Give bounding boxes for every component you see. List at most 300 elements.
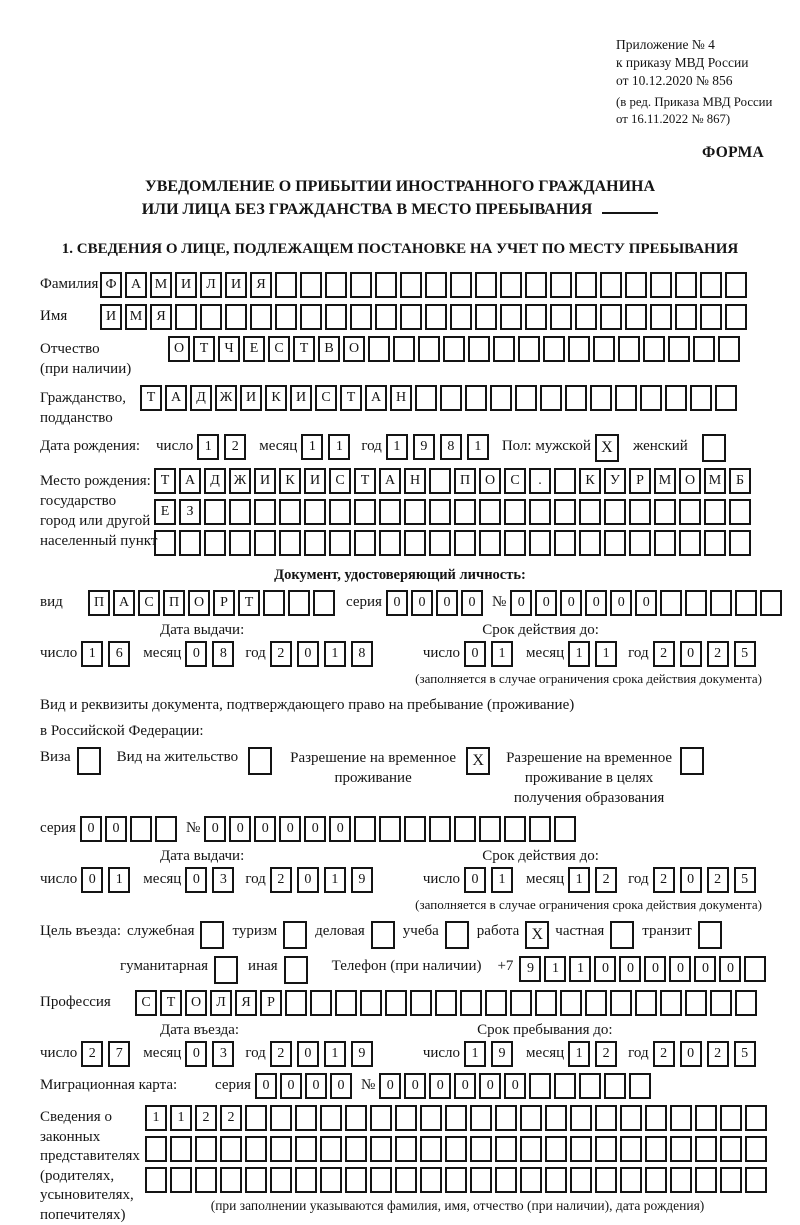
char-cell[interactable]: А [379,468,401,494]
char-cell[interactable] [545,1167,567,1193]
char-cell[interactable]: 0 [560,590,582,616]
char-cell[interactable]: 1 [467,434,489,460]
char-cell[interactable] [479,530,501,556]
char-cell[interactable] [475,304,497,330]
char-cell[interactable]: П [163,590,185,616]
char-cell[interactable] [279,499,301,525]
sex-female-checkbox[interactable] [702,434,726,462]
char-cell[interactable] [654,499,676,525]
char-cell[interactable]: 1 [464,1041,486,1067]
char-cell[interactable] [420,1167,442,1193]
char-cell[interactable]: 0 [185,641,207,667]
char-cell[interactable] [604,499,626,525]
char-cell[interactable] [450,304,472,330]
char-cell[interactable] [313,590,335,616]
char-cell[interactable] [550,304,572,330]
char-cell[interactable] [590,385,612,411]
char-cell[interactable]: И [100,304,122,330]
char-cell[interactable] [270,1105,292,1131]
char-cell[interactable]: 0 [254,816,276,842]
char-cell[interactable]: 1 [568,641,590,667]
char-cell[interactable] [468,336,490,362]
char-cell[interactable]: Д [190,385,212,411]
char-cell[interactable] [693,336,715,362]
char-cell[interactable] [679,530,701,556]
char-cell[interactable]: 0 [386,590,408,616]
char-cell[interactable] [529,816,551,842]
char-cell[interactable] [660,990,682,1016]
char-cell[interactable] [395,1105,417,1131]
char-cell[interactable] [575,272,597,298]
char-cell[interactable]: Н [390,385,412,411]
char-cell[interactable] [435,990,457,1016]
char-cell[interactable] [395,1136,417,1162]
char-cell[interactable] [445,1136,467,1162]
char-cell[interactable] [654,530,676,556]
char-cell[interactable] [470,1105,492,1131]
char-cell[interactable] [643,336,665,362]
char-cell[interactable]: Я [150,304,172,330]
temp-residence-checkbox[interactable]: X [466,747,490,775]
char-cell[interactable] [329,530,351,556]
char-cell[interactable] [718,336,740,362]
char-cell[interactable]: П [88,590,110,616]
char-cell[interactable]: 5 [734,641,756,667]
purpose-official-checkbox[interactable] [200,921,224,949]
char-cell[interactable] [620,1105,642,1131]
char-cell[interactable]: 0 [185,867,207,893]
char-cell[interactable] [529,530,551,556]
char-cell[interactable]: 0 [80,816,102,842]
char-cell[interactable]: Я [235,990,257,1016]
char-cell[interactable] [470,1136,492,1162]
purpose-private-checkbox[interactable] [610,921,634,949]
char-cell[interactable] [285,990,307,1016]
purpose-work-checkbox[interactable]: X [525,921,549,949]
char-cell[interactable]: 9 [491,1041,513,1067]
char-cell[interactable] [695,1105,717,1131]
char-cell[interactable]: 2 [595,867,617,893]
char-cell[interactable]: Т [140,385,162,411]
char-cell[interactable]: 2 [653,641,675,667]
char-cell[interactable]: Ч [218,336,240,362]
char-cell[interactable] [745,1105,767,1131]
char-cell[interactable] [610,990,632,1016]
char-cell[interactable]: 8 [440,434,462,460]
char-cell[interactable] [504,499,526,525]
char-cell[interactable]: У [604,468,626,494]
char-cell[interactable] [570,1105,592,1131]
char-cell[interactable]: 0 [105,816,127,842]
char-cell[interactable] [629,530,651,556]
char-cell[interactable]: 2 [595,1041,617,1067]
char-cell[interactable] [604,1073,626,1099]
char-cell[interactable] [670,1167,692,1193]
char-cell[interactable] [570,1136,592,1162]
char-cell[interactable]: Ж [215,385,237,411]
char-cell[interactable] [625,304,647,330]
char-cell[interactable] [454,530,476,556]
char-cell[interactable]: 0 [585,590,607,616]
char-cell[interactable] [350,272,372,298]
char-cell[interactable] [710,990,732,1016]
char-cell[interactable]: 2 [653,1041,675,1067]
char-cell[interactable]: 0 [635,590,657,616]
char-cell[interactable] [415,385,437,411]
char-cell[interactable] [350,304,372,330]
char-cell[interactable]: О [479,468,501,494]
char-cell[interactable] [604,530,626,556]
char-cell[interactable]: 9 [519,956,541,982]
char-cell[interactable]: 8 [351,641,373,667]
char-cell[interactable] [254,530,276,556]
char-cell[interactable]: 0 [255,1073,277,1099]
char-cell[interactable]: 0 [535,590,557,616]
char-cell[interactable] [668,336,690,362]
residence-permit-checkbox[interactable] [248,747,272,775]
char-cell[interactable] [585,990,607,1016]
char-cell[interactable] [155,816,177,842]
char-cell[interactable]: Я [250,272,272,298]
char-cell[interactable]: 0 [619,956,641,982]
char-cell[interactable] [354,530,376,556]
char-cell[interactable]: Т [354,468,376,494]
char-cell[interactable] [295,1167,317,1193]
char-cell[interactable]: 2 [81,1041,103,1067]
char-cell[interactable] [175,304,197,330]
purpose-transit-checkbox[interactable] [698,921,722,949]
char-cell[interactable] [679,499,701,525]
char-cell[interactable] [745,1167,767,1193]
char-cell[interactable]: Ф [100,272,122,298]
char-cell[interactable] [179,530,201,556]
char-cell[interactable] [535,990,557,1016]
char-cell[interactable] [579,530,601,556]
char-cell[interactable]: 0 [330,1073,352,1099]
char-cell[interactable]: 0 [454,1073,476,1099]
char-cell[interactable]: 0 [464,641,486,667]
char-cell[interactable] [695,1136,717,1162]
char-cell[interactable]: Т [154,468,176,494]
char-cell[interactable] [368,336,390,362]
char-cell[interactable] [429,499,451,525]
char-cell[interactable] [195,1136,217,1162]
char-cell[interactable]: 0 [669,956,691,982]
char-cell[interactable]: 1 [170,1105,192,1131]
char-cell[interactable]: 0 [379,1073,401,1099]
char-cell[interactable] [304,530,326,556]
char-cell[interactable] [440,385,462,411]
char-cell[interactable] [354,499,376,525]
char-cell[interactable] [675,304,697,330]
char-cell[interactable]: О [679,468,701,494]
char-cell[interactable] [245,1167,267,1193]
char-cell[interactable]: И [175,272,197,298]
char-cell[interactable] [720,1105,742,1131]
char-cell[interactable]: О [188,590,210,616]
char-cell[interactable]: 1 [544,956,566,982]
char-cell[interactable] [520,1136,542,1162]
char-cell[interactable]: 0 [719,956,741,982]
char-cell[interactable] [325,304,347,330]
char-cell[interactable] [245,1136,267,1162]
char-cell[interactable]: А [179,468,201,494]
char-cell[interactable] [518,336,540,362]
char-cell[interactable] [729,499,751,525]
char-cell[interactable]: 0 [185,1041,207,1067]
char-cell[interactable]: М [654,468,676,494]
char-cell[interactable]: 0 [204,816,226,842]
char-cell[interactable] [304,499,326,525]
char-cell[interactable]: 1 [491,641,513,667]
char-cell[interactable] [615,385,637,411]
char-cell[interactable]: 0 [297,1041,319,1067]
char-cell[interactable] [645,1136,667,1162]
char-cell[interactable] [220,1167,242,1193]
char-cell[interactable]: Т [293,336,315,362]
char-cell[interactable]: 0 [429,1073,451,1099]
char-cell[interactable] [640,385,662,411]
char-cell[interactable] [465,385,487,411]
char-cell[interactable]: А [113,590,135,616]
char-cell[interactable] [543,336,565,362]
purpose-humanitarian-checkbox[interactable] [214,956,238,984]
char-cell[interactable] [675,272,697,298]
char-cell[interactable]: 0 [680,1041,702,1067]
char-cell[interactable] [560,990,582,1016]
char-cell[interactable]: 0 [279,816,301,842]
char-cell[interactable] [254,499,276,525]
char-cell[interactable] [520,1167,542,1193]
char-cell[interactable] [375,272,397,298]
char-cell[interactable] [370,1105,392,1131]
char-cell[interactable] [204,499,226,525]
char-cell[interactable] [460,990,482,1016]
char-cell[interactable]: Ж [229,468,251,494]
char-cell[interactable] [229,499,251,525]
char-cell[interactable] [490,385,512,411]
char-cell[interactable]: И [225,272,247,298]
char-cell[interactable] [485,990,507,1016]
char-cell[interactable]: С [268,336,290,362]
char-cell[interactable]: 2 [270,867,292,893]
char-cell[interactable] [170,1136,192,1162]
char-cell[interactable] [554,499,576,525]
char-cell[interactable]: Т [340,385,362,411]
char-cell[interactable] [620,1167,642,1193]
char-cell[interactable]: 0 [81,867,103,893]
char-cell[interactable] [295,1136,317,1162]
char-cell[interactable] [554,468,576,494]
char-cell[interactable]: Д [204,468,226,494]
char-cell[interactable] [735,990,757,1016]
char-cell[interactable] [429,816,451,842]
char-cell[interactable] [288,590,310,616]
char-cell[interactable]: Т [160,990,182,1016]
char-cell[interactable]: 1 [324,1041,346,1067]
char-cell[interactable]: С [135,990,157,1016]
char-cell[interactable] [370,1136,392,1162]
char-cell[interactable] [529,1073,551,1099]
char-cell[interactable]: 2 [220,1105,242,1131]
char-cell[interactable]: 6 [108,641,130,667]
char-cell[interactable] [200,304,222,330]
char-cell[interactable] [404,499,426,525]
char-cell[interactable] [725,304,747,330]
purpose-tourism-checkbox[interactable] [283,921,307,949]
char-cell[interactable] [145,1167,167,1193]
char-cell[interactable] [445,1105,467,1131]
char-cell[interactable]: М [704,468,726,494]
char-cell[interactable] [550,272,572,298]
char-cell[interactable]: Р [629,468,651,494]
char-cell[interactable] [370,1167,392,1193]
char-cell[interactable]: 9 [351,867,373,893]
char-cell[interactable] [300,272,322,298]
char-cell[interactable]: 1 [328,434,350,460]
char-cell[interactable]: Е [154,499,176,525]
char-cell[interactable] [625,272,647,298]
char-cell[interactable] [660,590,682,616]
char-cell[interactable] [579,499,601,525]
char-cell[interactable] [329,499,351,525]
char-cell[interactable] [554,1073,576,1099]
char-cell[interactable] [470,1167,492,1193]
char-cell[interactable] [593,336,615,362]
char-cell[interactable] [195,1167,217,1193]
char-cell[interactable]: А [125,272,147,298]
char-cell[interactable] [595,1105,617,1131]
char-cell[interactable] [685,990,707,1016]
char-cell[interactable] [725,272,747,298]
char-cell[interactable] [704,499,726,525]
char-cell[interactable] [418,336,440,362]
char-cell[interactable] [720,1136,742,1162]
char-cell[interactable] [479,816,501,842]
char-cell[interactable] [495,1105,517,1131]
char-cell[interactable] [735,590,757,616]
char-cell[interactable]: 2 [707,1041,729,1067]
char-cell[interactable] [495,1136,517,1162]
char-cell[interactable]: Б [729,468,751,494]
char-cell[interactable] [154,530,176,556]
char-cell[interactable] [379,816,401,842]
char-cell[interactable]: 8 [212,641,234,667]
char-cell[interactable]: 9 [413,434,435,460]
char-cell[interactable] [554,816,576,842]
char-cell[interactable] [650,272,672,298]
char-cell[interactable] [525,304,547,330]
char-cell[interactable]: 1 [569,956,591,982]
char-cell[interactable]: 1 [386,434,408,460]
char-cell[interactable] [475,272,497,298]
char-cell[interactable] [345,1167,367,1193]
char-cell[interactable] [629,499,651,525]
char-cell[interactable] [395,1167,417,1193]
char-cell[interactable]: 0 [411,590,433,616]
char-cell[interactable] [295,1105,317,1131]
purpose-business-checkbox[interactable] [371,921,395,949]
char-cell[interactable] [600,272,622,298]
char-cell[interactable] [670,1105,692,1131]
char-cell[interactable]: А [165,385,187,411]
char-cell[interactable] [345,1105,367,1131]
char-cell[interactable]: Л [200,272,222,298]
char-cell[interactable] [445,1167,467,1193]
char-cell[interactable]: М [150,272,172,298]
char-cell[interactable] [504,816,526,842]
char-cell[interactable] [275,272,297,298]
char-cell[interactable] [545,1136,567,1162]
char-cell[interactable]: О [168,336,190,362]
char-cell[interactable]: 2 [707,641,729,667]
char-cell[interactable]: 2 [270,641,292,667]
char-cell[interactable] [335,990,357,1016]
char-cell[interactable] [645,1167,667,1193]
char-cell[interactable]: 2 [653,867,675,893]
char-cell[interactable] [635,990,657,1016]
char-cell[interactable]: 1 [568,1041,590,1067]
char-cell[interactable] [710,590,732,616]
char-cell[interactable]: И [290,385,312,411]
char-cell[interactable] [385,990,407,1016]
char-cell[interactable] [450,272,472,298]
char-cell[interactable]: 0 [594,956,616,982]
char-cell[interactable] [300,304,322,330]
char-cell[interactable]: 0 [329,816,351,842]
char-cell[interactable]: 0 [680,867,702,893]
char-cell[interactable] [554,530,576,556]
char-cell[interactable] [360,990,382,1016]
purpose-other-checkbox[interactable] [284,956,308,984]
char-cell[interactable]: 0 [680,641,702,667]
char-cell[interactable]: 0 [304,816,326,842]
char-cell[interactable] [525,272,547,298]
char-cell[interactable]: 1 [568,867,590,893]
char-cell[interactable] [744,956,766,982]
char-cell[interactable] [745,1136,767,1162]
char-cell[interactable] [250,304,272,330]
char-cell[interactable] [404,530,426,556]
char-cell[interactable] [565,385,587,411]
char-cell[interactable] [515,385,537,411]
char-cell[interactable]: О [185,990,207,1016]
char-cell[interactable]: И [240,385,262,411]
char-cell[interactable]: Т [238,590,260,616]
char-cell[interactable]: 1 [324,641,346,667]
char-cell[interactable] [425,272,447,298]
char-cell[interactable]: 0 [464,867,486,893]
char-cell[interactable] [410,990,432,1016]
char-cell[interactable] [429,468,451,494]
char-cell[interactable] [379,499,401,525]
char-cell[interactable]: 7 [108,1041,130,1067]
char-cell[interactable]: 1 [145,1105,167,1131]
char-cell[interactable] [130,816,152,842]
char-cell[interactable] [704,530,726,556]
char-cell[interactable]: 0 [610,590,632,616]
char-cell[interactable]: Р [260,990,282,1016]
char-cell[interactable]: Е [243,336,265,362]
char-cell[interactable]: К [579,468,601,494]
char-cell[interactable] [145,1136,167,1162]
char-cell[interactable] [545,1105,567,1131]
char-cell[interactable]: 3 [212,1041,234,1067]
char-cell[interactable]: С [138,590,160,616]
char-cell[interactable]: Н [404,468,426,494]
char-cell[interactable] [579,1073,601,1099]
char-cell[interactable] [400,304,422,330]
